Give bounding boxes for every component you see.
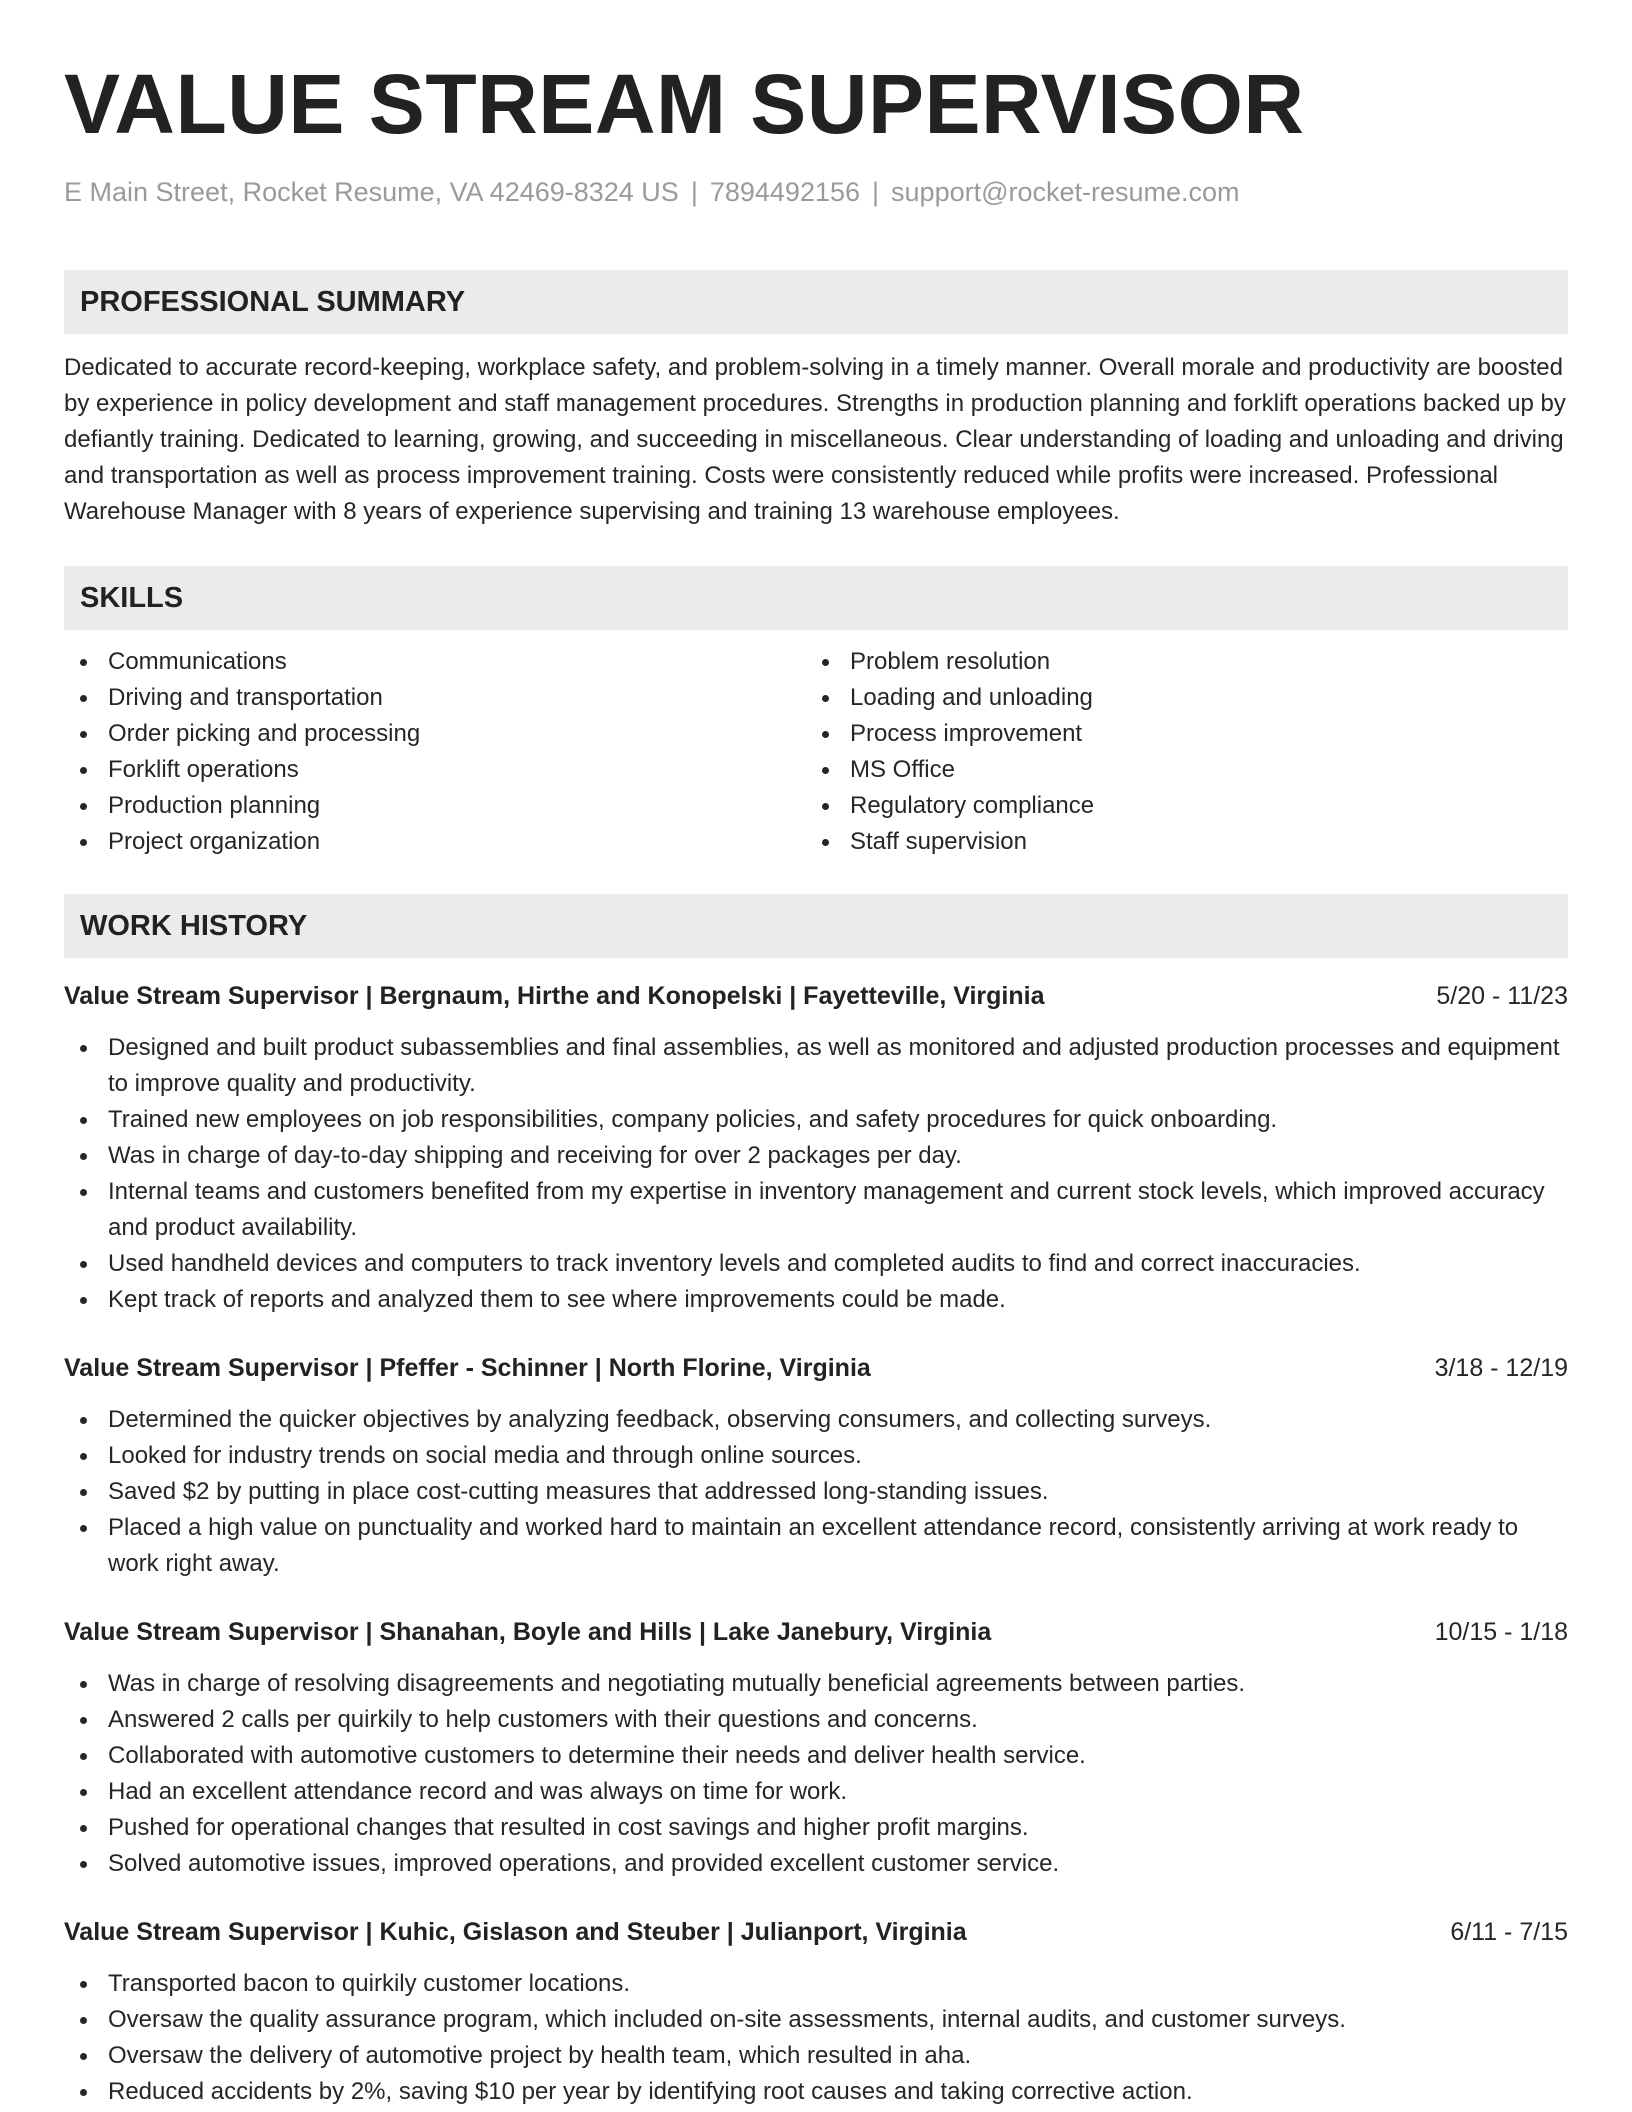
contact-address: E Main Street, Rocket Resume, VA 42469-8324 US	[64, 177, 679, 207]
skill-item: Regulatory compliance	[806, 788, 1548, 824]
job-bullet: Determined the quicker objectives by analyzing feedback, observing consumers, and collecting surveys.	[64, 1402, 1568, 1438]
contact-separator: |	[690, 177, 698, 207]
skills-section	[64, 566, 1568, 860]
job-header	[64, 1914, 1568, 1950]
summary-text: Dedicated to accurate record-keeping, workplace safety, and problem-solving in a timely manner. Overall morale and productivity are boosted by experience in policy development and staff management procedures. Strengths in production planning and forklift operations backed up by defiantly training. Dedicated to learning, growing, and succeeding in miscellaneous. Clear understanding of loading and unloading and driving and transportation as well as process improvement training. Costs were consistently reduced while profits were increased. Professional Warehouse Manager with 8 years of experience supervising and training 13 warehouse employees.	[64, 354, 1566, 525]
professional-summary-section	[64, 270, 1568, 530]
job-bullet: Looked for industry trends on social media and through online sources.	[64, 1438, 1568, 1474]
job-title: Value Stream Supervisor | Bergnaum, Hirthe and Konopelski | Fayetteville, Virginia	[64, 982, 1045, 1010]
resume-page	[64, 0, 1568, 2110]
job-bullet: Kept track of reports and analyzed them to see where improvements could be made.	[64, 1282, 1568, 1318]
job-bullets	[64, 1966, 1568, 2110]
contact-phone: 7894492156	[709, 177, 861, 207]
job-title: Value Stream Supervisor | Shanahan, Boyle and Hills | Lake Janebury, Virginia	[64, 1618, 992, 1646]
job-bullet: Solved automotive issues, improved operations, and provided excellent customer service.	[64, 1846, 1568, 1882]
job-entry	[64, 978, 1568, 1318]
contact-line	[64, 174, 1568, 210]
job-bullet: Trained new employees on job responsibilities, company policies, and safety procedures for quick onboarding.	[64, 1102, 1568, 1138]
job-bullet: Designed and built product subassemblies and final assemblies, as well as monitored and adjusted production processes and equipment to improve quality and productivity.	[64, 1030, 1568, 1102]
job-bullet: Oversaw the quality assurance program, which included on-site assessments, internal audits, and customer surveys.	[64, 2002, 1568, 2038]
job-bullet: Pushed for operational changes that resulted in cost savings and higher profit margins.	[64, 1810, 1568, 1846]
work-history-section	[64, 894, 1568, 2110]
job-bullet: Reduced accidents by 2%, saving $10 per year by identifying root causes and taking corrective action.	[64, 2074, 1568, 2110]
skill-item: Loading and unloading	[806, 680, 1548, 716]
job-entry	[64, 1350, 1568, 1582]
job-bullet: Had an excellent attendance record and was always on time for work.	[64, 1774, 1568, 1810]
job-bullets	[64, 1402, 1568, 1582]
skill-item: Forklift operations	[64, 752, 806, 788]
job-dates: 10/15 - 1/18	[1434, 1618, 1568, 1646]
job-bullets	[64, 1030, 1568, 1318]
skill-item: Project organization	[64, 824, 806, 860]
section-header-summary: PROFESSIONAL SUMMARY	[64, 270, 1568, 334]
job-entry	[64, 1614, 1568, 1882]
job-title: Value Stream Supervisor | Pfeffer - Schinner | North Florine, Virginia	[64, 1354, 871, 1382]
skill-item: Process improvement	[806, 716, 1548, 752]
skill-item: Order picking and processing	[64, 716, 806, 752]
job-dates: 3/18 - 12/19	[1434, 1354, 1568, 1382]
job-bullet: Was in charge of day-to-day shipping and receiving for over 2 packages per day.	[64, 1138, 1568, 1174]
contact-separator: |	[872, 177, 880, 207]
job-title: Value Stream Supervisor | Kuhic, Gislason and Steuber | Julianport, Virginia	[64, 1918, 967, 1946]
skills-column-left	[64, 644, 806, 860]
job-bullet: Internal teams and customers benefited from my expertise in inventory management and current stock levels, which improved accuracy and product availability.	[64, 1174, 1568, 1246]
job-bullet: Oversaw the delivery of automotive project by health team, which resulted in aha.	[64, 2038, 1568, 2074]
job-header	[64, 1614, 1568, 1650]
job-bullet: Placed a high value on punctuality and worked hard to maintain an excellent attendance record, consistently arriving at work ready to work right away.	[64, 1510, 1568, 1582]
candidate-name: VALUE STREAM SUPERVISOR	[64, 57, 1305, 151]
skill-item: Staff supervision	[806, 824, 1548, 860]
job-bullet: Collaborated with automotive customers to determine their needs and deliver health service.	[64, 1738, 1568, 1774]
job-bullets	[64, 1666, 1568, 1882]
job-bullet: Saved $2 by putting in place cost-cutting measures that addressed long-standing issues.	[64, 1474, 1568, 1510]
job-bullet: Was in charge of resolving disagreements and negotiating mutually beneficial agreements between parties.	[64, 1666, 1568, 1702]
section-header-skills: SKILLS	[64, 566, 1568, 630]
job-entry	[64, 1914, 1568, 2110]
skills-column-right	[806, 644, 1548, 860]
job-dates: 6/11 - 7/15	[1450, 1918, 1568, 1946]
contact-email: support@rocket-resume.com	[891, 177, 1240, 207]
skills-grid	[64, 644, 1568, 860]
job-dates: 5/20 - 11/23	[1436, 982, 1568, 1010]
job-header	[64, 978, 1568, 1014]
section-header-work-history: WORK HISTORY	[64, 894, 1568, 958]
skill-item: Driving and transportation	[64, 680, 806, 716]
job-header	[64, 1350, 1568, 1386]
skill-item: MS Office	[806, 752, 1548, 788]
job-bullet: Transported bacon to quirkily customer locations.	[64, 1966, 1568, 2002]
skill-item: Problem resolution	[806, 644, 1548, 680]
skill-item: Production planning	[64, 788, 806, 824]
job-bullet: Used handheld devices and computers to track inventory levels and completed audits to find and correct inaccuracies.	[64, 1246, 1568, 1282]
skill-item: Communications	[64, 644, 806, 680]
job-bullet: Answered 2 calls per quirkily to help customers with their questions and concerns.	[64, 1702, 1568, 1738]
